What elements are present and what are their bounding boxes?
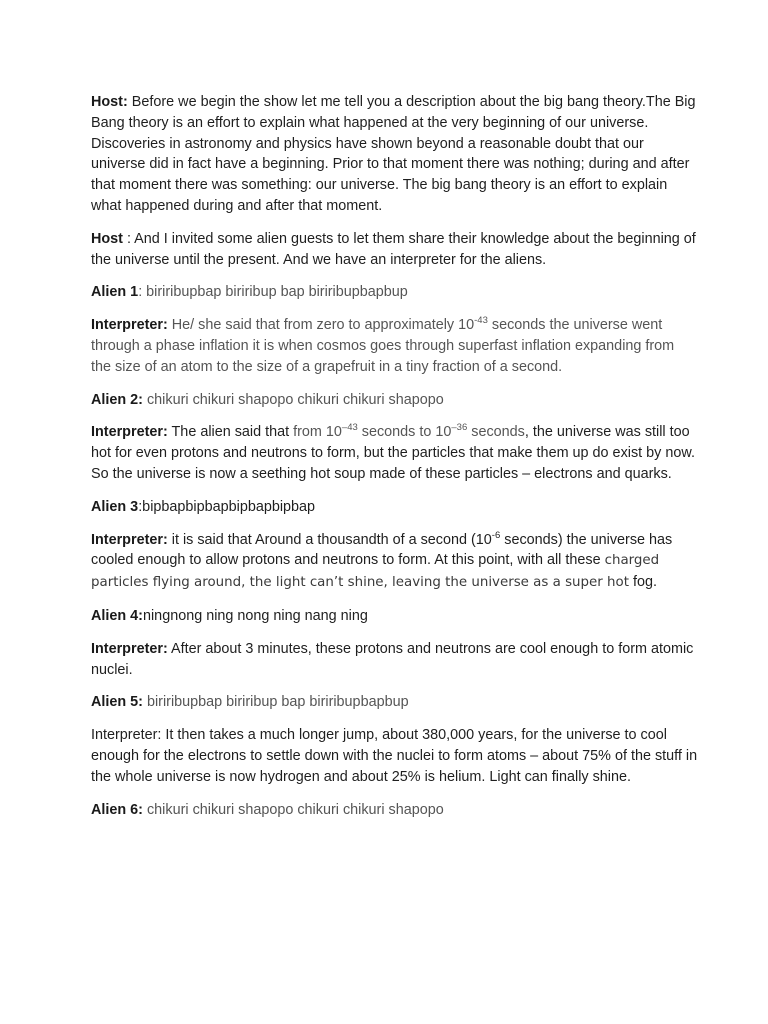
interpreter-5-paragraph: [91, 725, 698, 787]
paragraph-text: ningnong ning nong ning nang ning: [142, 607, 368, 624]
paragraph-text: Interpreter: It then takes a much longer jump, about 380,000 years, for the universe to cool enough for the electrons to settle down with the nuclei to form atoms – about 75% of the stuff in the whole universe is now hydrogen and about 25% is helium. Light can finally shine.: [91, 727, 698, 785]
paragraph-text: Before we begin the show let me tell you a description about the big bang theory.The Big Bang theory is an effort to explain what happened at the very beginning of our universe. Discoveries in astronomy and physics have shown beyond a reasonable doubt that our universe did in fact have a beginning. Prior to that moment there was nothing; during and after that moment there was something: our universe. The big bang theory is an effort to explain what happened during and after that moment.: [91, 94, 696, 214]
speaker-label: Interpreter:: [91, 424, 168, 441]
interpreter-2-paragraph: [91, 422, 698, 484]
speaker-label: Alien 4:: [91, 607, 143, 624]
interpreter-3-paragraph: [91, 530, 698, 594]
speaker-label: Interpreter:: [91, 640, 168, 657]
interpreter-4-paragraph: [91, 639, 698, 681]
paragraph-text: chikuri chikuri shapopo chikuri chikuri shapopo: [142, 391, 444, 408]
speaker-label: Alien 1: [91, 284, 139, 301]
speaker-label: Interpreter:: [91, 317, 168, 334]
paragraph-text: He/ she said that from zero to approximately 10: [167, 317, 475, 334]
paragraph-text: : biriribupbap biriribup bap biriribupbapbup: [138, 284, 408, 301]
paragraph-text: from 10: [293, 424, 342, 441]
exponent: –43: [341, 422, 358, 434]
paragraph-text: seconds: [467, 424, 525, 441]
paragraph-text: fog.: [628, 574, 657, 591]
exponent: -43: [474, 315, 488, 327]
speaker-label: Host: [91, 230, 123, 247]
paragraph-text: it is said that Around a thousandth of a second (10: [167, 531, 492, 548]
paragraph-text: :bipbapbipbapbipbapbipbap: [138, 498, 316, 515]
host-intro-paragraph: [91, 92, 698, 217]
speaker-label: Alien 6:: [91, 801, 143, 818]
paragraph-text: The alien said that: [167, 424, 294, 441]
paragraph-text: : And I invited some alien guests to let them share their knowledge about the beginning of the universe until the present. And we have an interpreter for the aliens.: [91, 230, 696, 268]
alien-2-paragraph: [91, 390, 698, 411]
paragraph-text: chikuri chikuri shapopo chikuri chikuri shapopo: [142, 801, 444, 818]
speaker-label: Alien 2:: [91, 391, 143, 408]
speaker-label: Alien 5:: [91, 694, 143, 711]
alien-3-paragraph: [91, 497, 698, 518]
host-invite-paragraph: [91, 229, 698, 271]
alien-4-paragraph: [91, 606, 698, 627]
paragraph-text: biriribupbap biriribup bap biriribupbapbup: [142, 694, 409, 711]
exponent: -6: [491, 529, 501, 541]
alien-6-paragraph: [91, 800, 698, 821]
speaker-label: Host:: [91, 94, 128, 110]
paragraph-text: , the universe was still too hot for even protons and neutrons to form, but the particles that make them up do exist by now. So the universe is now a seething hot soup made of these particles – electrons and quarks.: [91, 424, 695, 482]
paragraph-text: seconds the universe went through a phase inflation it is when cosmos goes through superfast inflation expanding from the size of an atom to the size of a grapefruit in a tiny fraction of a second.: [91, 317, 675, 375]
exponent: –36: [451, 422, 468, 434]
interpreter-1-paragraph: [91, 315, 698, 377]
speaker-label: Alien 3: [91, 498, 139, 515]
paragraph-text: seconds to 10: [357, 424, 452, 441]
alien-5-paragraph: [91, 692, 698, 713]
paragraph-text: charged particles flying around, the light can’t shine, leaving the universe as a super hot: [91, 553, 660, 591]
speaker-label: Interpreter:: [91, 531, 168, 548]
paragraph-text: seconds) the universe has cooled enough to allow protons and neutrons to form. At this point, with all these: [91, 531, 673, 569]
alien-1-paragraph: [91, 282, 698, 303]
paragraph-text: After about 3 minutes, these protons and neutrons are cool enough to form atomic nuclei.: [91, 640, 694, 678]
